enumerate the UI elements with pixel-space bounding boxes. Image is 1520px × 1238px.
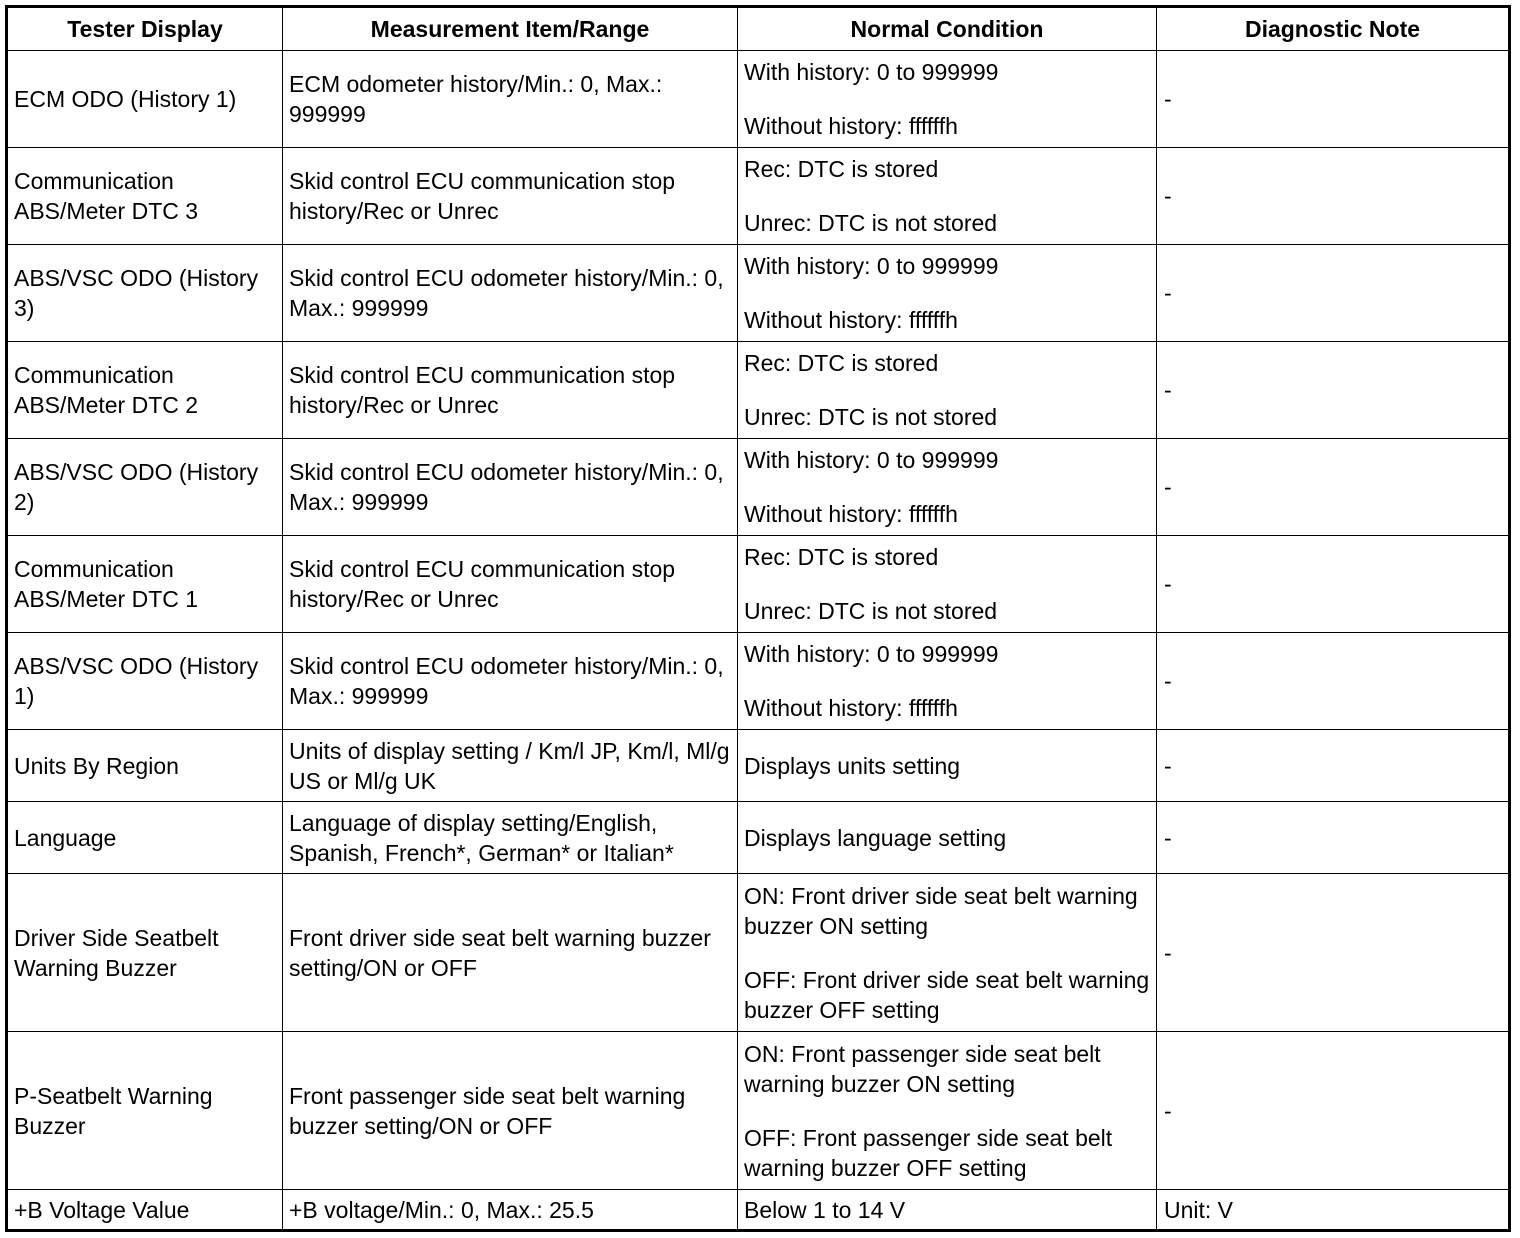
measurement-item-cell: Skid control ECU communication stop history/Rec or Unrec bbox=[283, 342, 738, 439]
normal-condition-line: ON: Front passenger side seat belt warning buzzer ON setting bbox=[744, 1040, 1101, 1097]
normal-condition-line: ON: Front driver side seat belt warning buzzer ON setting bbox=[744, 882, 1138, 939]
normal-condition-line: Without history: ffffffh bbox=[744, 113, 958, 139]
tester-display-cell: Communication ABS/Meter DTC 2 bbox=[7, 342, 283, 439]
normal-condition-cell bbox=[738, 633, 1157, 730]
normal-condition-cell bbox=[738, 874, 1157, 1032]
normal-condition-line: Rec: DTC is stored bbox=[744, 544, 939, 570]
tester-display-cell: Language bbox=[7, 802, 283, 874]
tester-display-cell: ECM ODO (History 1) bbox=[7, 51, 283, 148]
normal-condition-line: With history: 0 to 999999 bbox=[744, 59, 999, 85]
table-row bbox=[7, 51, 1510, 148]
table-row bbox=[7, 342, 1510, 439]
table-row bbox=[7, 802, 1510, 874]
data-list-table bbox=[5, 5, 1511, 1232]
normal-condition-line: Rec: DTC is stored bbox=[744, 350, 939, 376]
table-body bbox=[7, 51, 1510, 1231]
diagnostic-note-cell: - bbox=[1157, 439, 1510, 536]
measurement-item-cell: Skid control ECU odometer history/Min.: 0, Max.: 999999 bbox=[283, 245, 738, 342]
tester-display-cell: Driver Side Seatbelt Warning Buzzer bbox=[7, 874, 283, 1032]
diagnostic-note-cell: - bbox=[1157, 148, 1510, 245]
normal-condition-cell bbox=[738, 342, 1157, 439]
table-header bbox=[7, 7, 1510, 51]
diagnostic-note-cell: - bbox=[1157, 245, 1510, 342]
normal-condition-line: Without history: ffffffh bbox=[744, 501, 958, 527]
normal-condition-cell bbox=[738, 148, 1157, 245]
measurement-item-cell: +B voltage/Min.: 0, Max.: 25.5 bbox=[283, 1190, 738, 1231]
table-row bbox=[7, 439, 1510, 536]
tester-display-cell: +B Voltage Value bbox=[7, 1190, 283, 1231]
normal-condition-line: Unrec: DTC is not stored bbox=[744, 598, 998, 624]
normal-condition-cell bbox=[738, 1032, 1157, 1190]
normal-condition-cell bbox=[738, 245, 1157, 342]
measurement-item-cell: Skid control ECU communication stop history/Rec or Unrec bbox=[283, 536, 738, 633]
header-measurement-item: Measurement Item/Range bbox=[283, 7, 738, 51]
header-row bbox=[7, 7, 1510, 51]
table-row bbox=[7, 1190, 1510, 1231]
tester-display-cell: ABS/VSC ODO (History 1) bbox=[7, 633, 283, 730]
normal-condition-cell bbox=[738, 730, 1157, 802]
header-tester-display: Tester Display bbox=[7, 7, 283, 51]
diagnostic-note-cell: - bbox=[1157, 633, 1510, 730]
table-row bbox=[7, 245, 1510, 342]
normal-condition-line: Displays language setting bbox=[744, 824, 1007, 851]
measurement-item-cell: Front driver side seat belt warning buzzer setting/ON or OFF bbox=[283, 874, 738, 1032]
tester-display-cell: Units By Region bbox=[7, 730, 283, 802]
measurement-item-cell: Units of display setting / Km/l JP, Km/l, Ml/g US or Ml/g UK bbox=[283, 730, 738, 802]
normal-condition-cell bbox=[738, 1190, 1157, 1231]
normal-condition-cell bbox=[738, 536, 1157, 633]
measurement-item-cell: Language of display setting/English, Spanish, French*, German* or Italian* bbox=[283, 802, 738, 874]
normal-condition-line: OFF: Front driver side seat belt warning buzzer OFF setting bbox=[744, 966, 1150, 1023]
header-diagnostic-note: Diagnostic Note bbox=[1157, 7, 1510, 51]
normal-condition-cell bbox=[738, 51, 1157, 148]
measurement-item-cell: Front passenger side seat belt warning buzzer setting/ON or OFF bbox=[283, 1032, 738, 1190]
tester-display-cell: P-Seatbelt Warning Buzzer bbox=[7, 1032, 283, 1190]
table-row bbox=[7, 148, 1510, 245]
normal-condition-line: Unrec: DTC is not stored bbox=[744, 210, 998, 236]
diagnostic-note-cell: Unit: V bbox=[1157, 1190, 1510, 1231]
table-row bbox=[7, 874, 1510, 1032]
diagnostic-note-cell: - bbox=[1157, 51, 1510, 148]
measurement-item-cell: ECM odometer history/Min.: 0, Max.: 999999 bbox=[283, 51, 738, 148]
normal-condition-cell bbox=[738, 439, 1157, 536]
normal-condition-line: Without history: ffffffh bbox=[744, 695, 958, 721]
normal-condition-line: With history: 0 to 999999 bbox=[744, 253, 999, 279]
normal-condition-line: Displays units setting bbox=[744, 752, 961, 779]
diagnostic-note-cell: - bbox=[1157, 342, 1510, 439]
header-normal-condition: Normal Condition bbox=[738, 7, 1157, 51]
tester-display-cell: Communication ABS/Meter DTC 3 bbox=[7, 148, 283, 245]
measurement-item-cell: Skid control ECU odometer history/Min.: 0, Max.: 999999 bbox=[283, 439, 738, 536]
diagnostic-note-cell: - bbox=[1157, 730, 1510, 802]
normal-condition-line: Unrec: DTC is not stored bbox=[744, 404, 998, 430]
tester-display-cell: ABS/VSC ODO (History 3) bbox=[7, 245, 283, 342]
table-row bbox=[7, 633, 1510, 730]
normal-condition-line: Without history: ffffffh bbox=[744, 307, 958, 333]
table-wrapper bbox=[5, 5, 1511, 1232]
normal-condition-line: Rec: DTC is stored bbox=[744, 156, 939, 182]
table-row bbox=[7, 730, 1510, 802]
normal-condition-line: With history: 0 to 999999 bbox=[744, 447, 999, 473]
table-row bbox=[7, 536, 1510, 633]
normal-condition-line: OFF: Front passenger side seat belt warning buzzer OFF setting bbox=[744, 1124, 1113, 1181]
diagnostic-note-cell: - bbox=[1157, 1032, 1510, 1190]
measurement-item-cell: Skid control ECU odometer history/Min.: 0, Max.: 999999 bbox=[283, 633, 738, 730]
normal-condition-line: Below 1 to 14 V bbox=[744, 1196, 906, 1223]
tester-display-cell: ABS/VSC ODO (History 2) bbox=[7, 439, 283, 536]
table-row bbox=[7, 1032, 1510, 1190]
normal-condition-line: With history: 0 to 999999 bbox=[744, 641, 999, 667]
diagnostic-note-cell: - bbox=[1157, 536, 1510, 633]
normal-condition-cell bbox=[738, 802, 1157, 874]
diagnostic-note-cell: - bbox=[1157, 874, 1510, 1032]
measurement-item-cell: Skid control ECU communication stop history/Rec or Unrec bbox=[283, 148, 738, 245]
diagnostic-note-cell: - bbox=[1157, 802, 1510, 874]
tester-display-cell: Communication ABS/Meter DTC 1 bbox=[7, 536, 283, 633]
